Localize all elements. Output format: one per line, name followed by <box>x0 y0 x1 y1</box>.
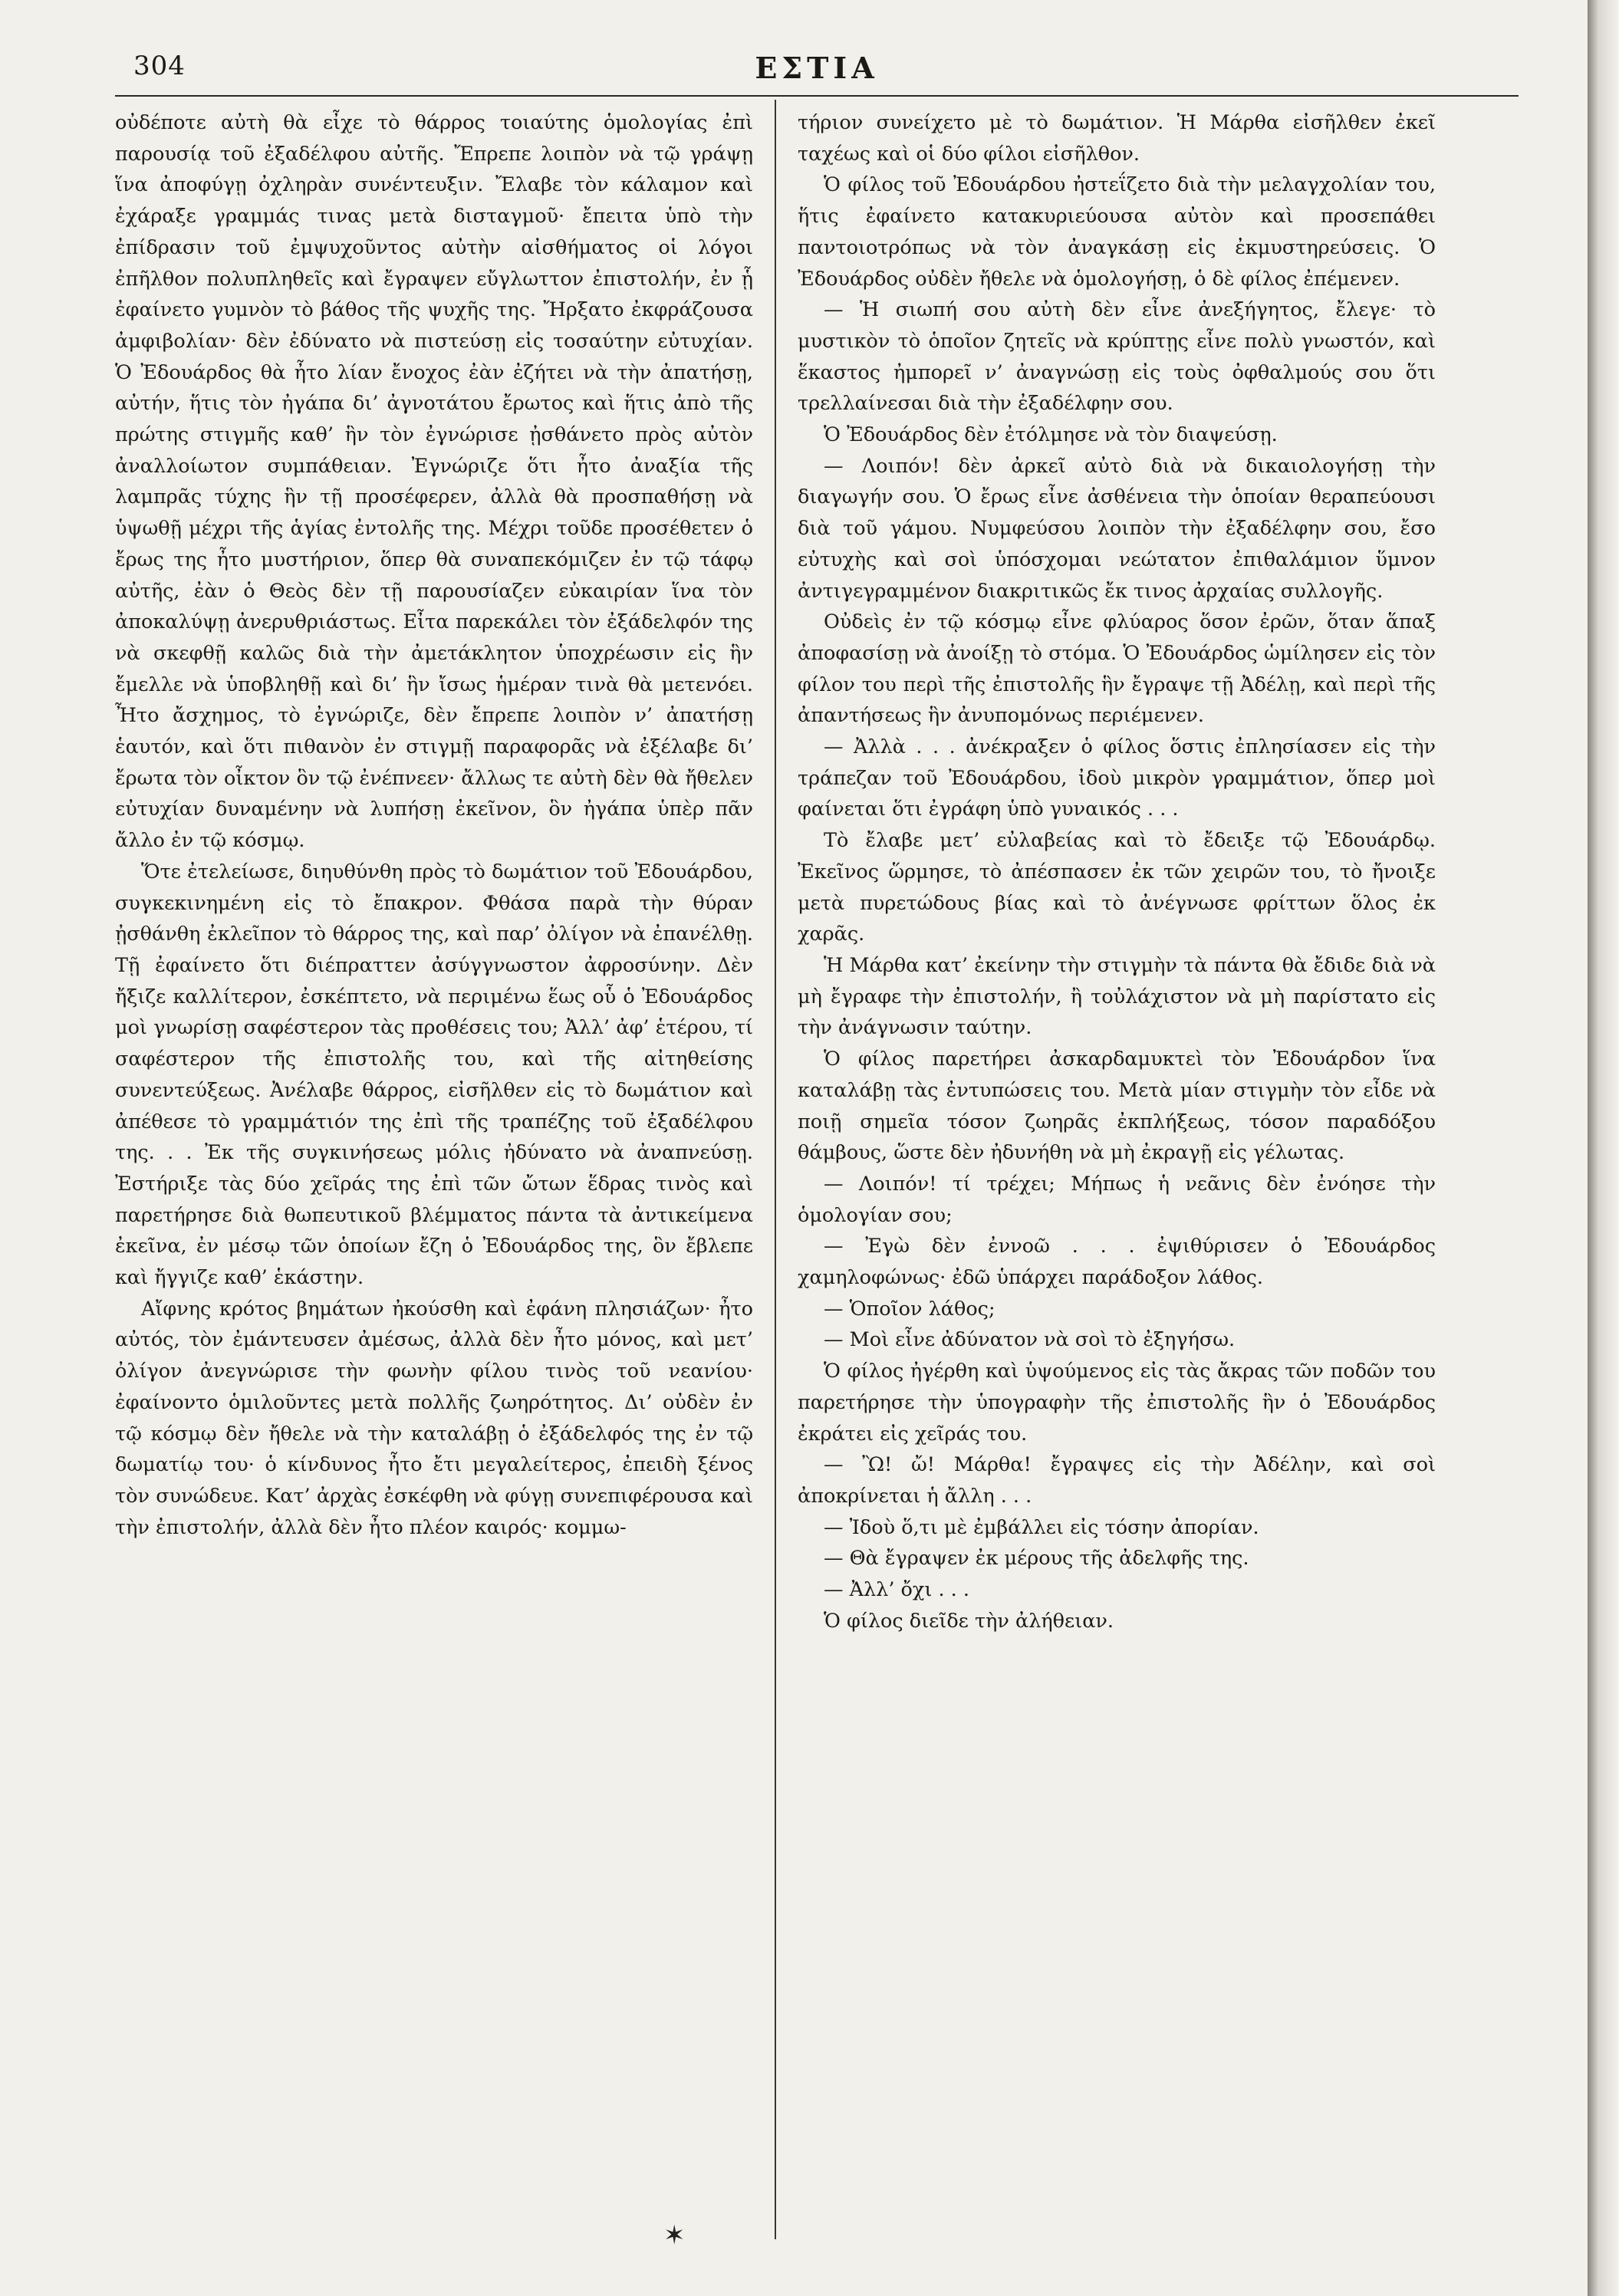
page-number: 304 <box>133 51 186 81</box>
paragraph: Ὁ φίλος ἠγέρθη καὶ ὑψούμενος εἰς τὰς ἄκρας τῶν ποδῶν του παρετήρησε τὴν ὑπογραφὴν τῆς ἐπιστολῆς ἣν ὁ Ἐδουάρδος ἐκράτει εἰς χεῖράς του. <box>798 1360 1436 1446</box>
paragraph: — Ὢ! ὤ! Μάρθα! ἔγραψες εἰς τὴν Ἀδέλην, καὶ σοὶ ἀποκρίνεται ἡ ἄλλη . . . <box>798 1453 1436 1508</box>
page-header <box>115 51 1519 97</box>
column-divider <box>775 100 776 2239</box>
paragraph: — Λοιπόν! δὲν ἀρκεῖ αὐτὸ διὰ νὰ δικαιολογήσῃ τὴν διαγωγήν σου. Ὁ ἔρως εἶνε ἀσθένεια τὴν ὁποίαν θεραπεύουσι διὰ τοῦ γάμου. Νυμφεύσου λοιπὸν τὴν ἐξαδέλφην σου, ἔσο εὐτυχὴς καὶ σοὶ ὑπόσχομαι νεώτατον ἐπιθαλάμιον ὕμνον ἀντιγεγραμμένον διακριτικῶς ἔκ τινος ἀρχαίας συλλογῆς. <box>798 454 1436 603</box>
left-column <box>115 107 753 2247</box>
paragraph: Ὁ φίλος παρετήρει ἀσκαρδαμυκτεὶ τὸν Ἐδουάρδον ἵνα καταλάβῃ τὰς ἐντυπώσεις του. Μετὰ μίαν στιγμὴν τὸν εἶδε νὰ ποιῇ σημεῖα τόσον ζωηρᾶς ἐκπλήξεως, τόσον παραδόξου θάμβους, ὥστε δὲν ἠδυνήθη νὰ μὴ ἐκραγῇ εἰς γέλωτας. <box>798 1048 1436 1165</box>
paragraph: τήριον συνείχετο μὲ τὸ δωμάτιον. Ἡ Μάρθα εἰσῆλθεν ἐκεῖ ταχέως καὶ οἱ δύο φίλοι εἰσῆλθον. <box>798 111 1436 166</box>
paragraph: — Ἀλλὰ . . . ἀνέκραξεν ὁ φίλος ὅστις ἐπλησίασεν εἰς τὴν τράπεζαν τοῦ Ἐδουάρδου, ἰδοὺ μικρὸν γραμμάτιον, ὅπερ μοὶ φαίνεται ὅτι ἐγράφη ὑπὸ γυναικός . . . <box>798 735 1436 821</box>
paragraph: οὐδέποτε αὐτὴ θὰ εἶχε τὸ θάρρος τοιαύτης ὁμολογίας ἐπὶ παρουσίᾳ τοῦ ἐξαδέλφου αὐτῆς. Ἔπρεπε λοιπὸν νὰ τῷ γράψῃ ἵνα ἀποφύγῃ ὀχληρὰν συνέντευξιν. Ἔλαβε τὸν κάλαμον καὶ ἐχάραξε γραμμάς τινας μετὰ δισταγμοῦ· ἔπειτα ὑπὸ τὴν ἐπίδρασιν τοῦ ἐμψυχοῦντος αὐτὴν αἰσθήματος οἱ λόγοι ἐπῆλθον πολυπληθεῖς καὶ ἔγραψεν εὔγλωττον ἐπιστολήν, ἐν ᾗ ἐφαίνετο γυμνὸν τὸ βάθος τῆς ψυχῆς της. Ἤρξατο ἐκφράζουσα ἀμφιβολίαν· δὲν ἐδύνατο νὰ πιστεύσῃ εἰς τοσαύτην εὐτυχίαν. Ὁ Ἐδουάρδος θὰ ἦτο λίαν ἔνοχος ἐὰν ἐζήτει νὰ τὴν ἀπατήσῃ, αὐτήν, ἥτις τὸν ἠγάπα δι’ ἀγνοτάτου ἔρωτος καὶ ἥτις ἀπὸ τῆς πρώτης στιγμῆς καθ’ ἣν τὸν ἐγνώρισε ᾐσθάνετο πρὸς αὐτὸν ἀναλλοίωτον συμπάθειαν. Ἐγνώριζε ὅτι ἦτο ἀναξία τῆς λαμπρᾶς τύχης ἣν τῇ προσέφερεν, ἀλλὰ θὰ προσπαθήσῃ νὰ ὑψωθῇ μέχρι τῆς ἁγίας ἐντολῆς της. Μέχρι τοῦδε προσέθετεν ὁ ἔρως της ἦτο μυστήριον, ὅπερ θὰ συναπεκόμιζεν ἐν τῷ τάφῳ αὐτῆς, ἐὰν ὁ Θεὸς δὲν τῇ παρουσίαζεν εὐκαιρίαν ἵνα τὸν ἀποκαλύψῃ ἀνερυθριάστως. Εἶτα παρεκάλει τὸν ἐξάδελφόν της νὰ σκεφθῇ καλῶς διὰ τὴν ἀμετάκλητον ὑποχρέωσιν εἰς ἣν ἔμελλε νὰ ὑποβληθῇ καὶ δι’ ἣν ἴσως ἡμέραν τινὰ θὰ μετενόει. Ἦτο ἄσχημος, τὸ ἐγνώριζε, δὲν ἔπρεπε λοιπὸν ν’ ἀπατήσῃ ἑαυτόν, καὶ ὅτι πιθανὸν ἐν στιγμῇ παραφορᾶς νὰ ἐξέλαβε δι’ ἔρωτα τὸν οἶκτον ὃν τῷ ἐνέπνεεν· ἄλλως τε αὐτὴ δὲν θὰ ἤθελεν εὐτυχίαν δυναμένην νὰ λυπήσῃ ἐκεῖνον, ὃν ἠγάπα ὑπὲρ πᾶν ἄλλο ἐν τῷ κόσμῳ. <box>115 111 753 853</box>
paragraph: Ὁ φίλος τοῦ Ἐδουάρδου ἠστεΐζετο διὰ τὴν μελαγχολίαν του, ἥτις ἐφαίνετο κατακυριεύουσα αὐτὸν καὶ προσεπάθει παντοιοτρόπως νὰ τὸν ἀναγκάσῃ εἰς ἐκμυστηρεύσεις. Ὁ Ἐδουάρδος οὐδὲν ἤθελε νὰ ὁμολογήσῃ, ὁ δὲ φίλος ἐπέμενεν. <box>798 173 1436 291</box>
paragraph: Οὐδεὶς ἐν τῷ κόσμῳ εἶνε φλύαρος ὅσον ἐρῶν, ὅταν ἅπαξ ἀποφασίσῃ νὰ ἀνοίξῃ τὸ στόμα. Ὁ Ἐδουάρδος ὡμίλησεν εἰς τὸν φίλον του περὶ τῆς ἐπιστολῆς ἣν ἔγραψε τῇ Ἀδέλῃ, καὶ περὶ τῆς ἀπαντήσεως ἣν ἀνυπομόνως περιέμενεν. <box>798 610 1436 728</box>
header-rule <box>115 95 1519 97</box>
paragraph: — Λοιπόν! τί τρέχει; Μήπως ἡ νεᾶνις δὲν ἐνόησε τὴν ὁμολογίαν σου; <box>798 1172 1436 1227</box>
journal-title: ΕΣΤΙΑ <box>755 51 879 85</box>
paragraph: Αἴφνης κρότος βημάτων ἠκούσθη καὶ ἐφάνη πλησιάζων· ἦτο αὐτός, τὸν ἐμάντευσεν ἀμέσως, ἀλλὰ δὲν ἦτο μόνος, καὶ μετ’ ὀλίγον ἀνεγνώρισε τὴν φωνὴν φίλου τινὸς τοῦ νεανίου· ἐφαίνοντο ὁμιλοῦντες μετὰ πολλῆς ζωηρότητος. Δι’ οὐδὲν ἐν τῷ κόσμῳ δὲν ἤθελε νὰ τὴν καταλάβῃ ὁ ἐξάδελφός της ἐν τῷ δωματίῳ του· ὁ κίνδυνος ἦτο ἔτι μεγαλείτερος, ἐπειδὴ ξένος τὸν συνώδευε. Κατ’ ἀρχὰς ἐσκέφθη νὰ φύγῃ συνεπιφέρουσα καὶ τὴν ἐπιστολήν, ἀλλὰ δὲν ἦτο πλέον καιρός· κομμω- <box>115 1297 753 1539</box>
paragraph: — Ἡ σιωπή σου αὐτὴ δὲν εἶνε ἀνεξήγητος, ἔλεγε· τὸ μυστικὸν τὸ ὁποῖον ζητεῖς νὰ κρύπτῃς εἶνε πολὺ γνωστόν, καὶ ἕκαστος ἠμπορεῖ ν’ ἀναγνώσῃ εἰς τοὺς ὀφθαλμούς σου ὅτι τρελλαίνεσαι διὰ τὴν ἐξαδέλφην σου. <box>798 298 1436 416</box>
paragraph: Ὁ φίλος διεῖδε τὴν ἀλήθειαν. <box>824 1609 1114 1633</box>
right-column <box>798 107 1436 2247</box>
paragraph: Ὁ Ἐδουάρδος δὲν ἐτόλμησε νὰ τὸν διαψεύσῃ. <box>824 423 1278 447</box>
ink-blot: ✶ <box>663 2220 686 2251</box>
paragraph: Ἡ Μάρθα κατ’ ἐκείνην τὴν στιγμὴν τὰ πάντα θὰ ἔδιδε διὰ νὰ μὴ ἔγραφε τὴν ἐπιστολήν, ἢ τοὐλάχιστον νὰ μὴ παρίστατο εἰς τὴν ἀνάγνωσιν ταύτην. <box>798 953 1436 1040</box>
paragraph: — Ὁποῖον λάθος; <box>824 1297 995 1321</box>
paragraph: Ὅτε ἐτελείωσε, διηυθύνθη πρὸς τὸ δωμάτιον τοῦ Ἐδουάρδου, συγκεκινημένη εἰς τὸ ἔπακρον. Φθάσα παρὰ τὴν θύραν ᾐσθάνθη ἐκλεῖπον τὸ θάρρος της, καὶ παρ’ ὀλίγον νὰ ἐπανέλθῃ. Τῇ ἐφαίνετο ὅτι διέπραττεν ἀσύγγνωστον ἀφροσύνην. Δὲν ἤξιζε καλλίτερον, ἐσκέπτετο, νὰ περιμένω ἕως οὗ ὁ Ἐδουάρδος μοὶ γνωρίσῃ σαφέστερον τὰς προθέσεις του; Ἀλλ’ ἀφ’ ἑτέρου, τί σαφέστερον τῆς ἐπιστολῆς του, καὶ τῆς αἰτηθείσης συνεντεύξεως. Ἀνέλαβε θάρρος, εἰσῆλθεν εἰς τὸ δωμάτιον καὶ ἀπέθεσε τὸ γραμμάτιόν της ἐπὶ τῆς τραπέζης τοῦ ἐξαδέλφου της. . . Ἐκ τῆς συγκινήσεως μόλις ἠδύνατο νὰ ἀναπνεύσῃ. Ἐστήριξε τὰς δύο χεῖράς της ἐπὶ τῶν ὤτων ἕδρας τινὸς καὶ παρετήρησε διὰ θωπευτικοῦ βλέμματος πάντα τὰ ἀντικείμενα ἐκεῖνα, ἐν μέσῳ τῶν ὁποίων ἔζη ὁ Ἐδουάρδος της, ὃν ἔβλεπε καὶ ἤγγιζε καθ’ ἑκάστην. <box>115 860 753 1290</box>
paragraph: Τὸ ἔλαβε μετ’ εὐλαβείας καὶ τὸ ἔδειξε τῷ Ἐδουάρδῳ. Ἐκεῖνος ὥρμησε, τὸ ἀπέσπασεν ἐκ τῶν χειρῶν του, τὸ ἤνοιξε μετὰ πυρετώδους βίας καὶ τὸ ἀνέγνωσε φρίττων ὅλος ἐκ χαρᾶς. <box>798 829 1436 946</box>
paragraph: — Θὰ ἔγραψεν ἐκ μέρους τῆς ἀδελφῆς της. <box>824 1547 1249 1571</box>
paragraph: — Ἐγὼ δὲν ἐννοῶ . . . ἐψιθύρισεν ὁ Ἐδουάρδος χαμηλοφώνως· ἐδῶ ὑπάρχει παράδοξον λάθος. <box>798 1235 1436 1290</box>
paragraph: — Μοὶ εἶνε ἀδύνατον νὰ σοὶ τὸ ἐξηγήσω. <box>824 1328 1236 1352</box>
page-edge-shadow <box>1588 0 1619 2296</box>
paragraph: — Ἰδοὺ ὅ,τι μὲ ἐμβάλλει εἰς τόσην ἀπορίαν. <box>824 1515 1259 1539</box>
paragraph: — Ἀλλ’ ὄχι . . . <box>824 1578 969 1602</box>
